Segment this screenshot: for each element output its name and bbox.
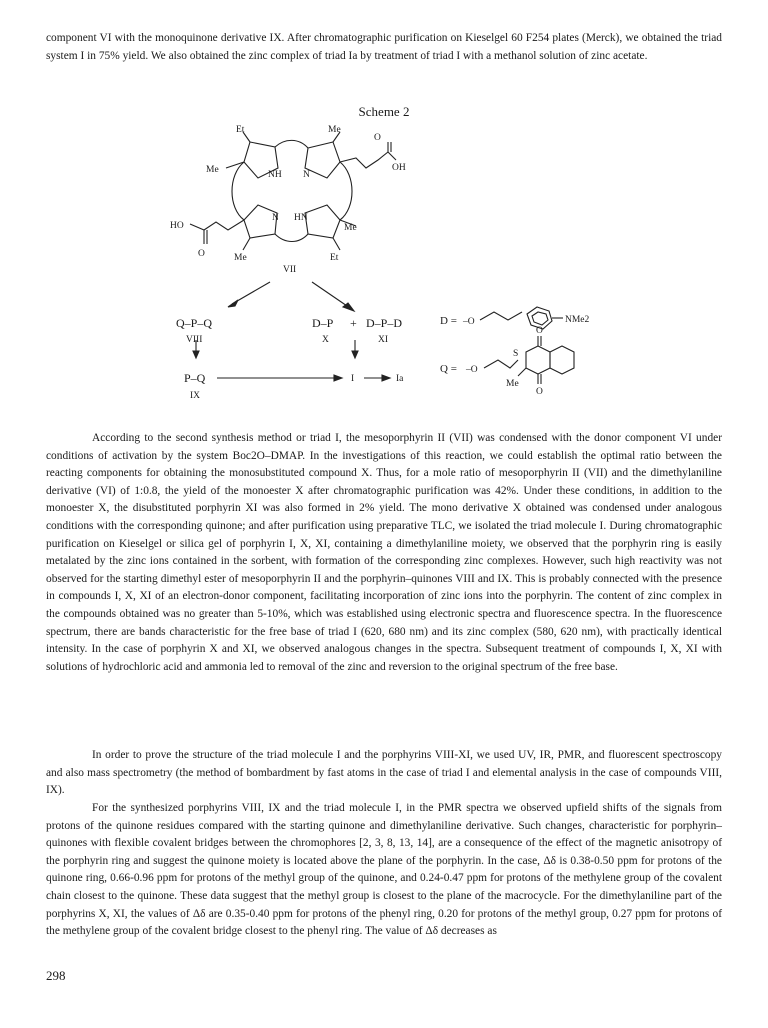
definition-s: S [513,349,519,359]
label-et-bottom: Et [330,253,339,263]
definition-o-top: O [536,326,543,336]
label-hn-bottom: HN [294,213,308,223]
label-oh: OH [392,163,406,173]
label-nh-top: NH [268,170,282,180]
definition-d-oxygen: –O [463,317,475,327]
definition-d-eq: D = [440,315,457,327]
product-x-label: X [322,335,329,345]
product-i-label: I [351,374,355,384]
definition-me: Me [506,379,519,389]
label-me-right: Me [344,223,357,233]
product-plus: + [350,316,357,330]
paragraph-2: According to the second synthesis method or triad I, the mesoporphyrin II (VII) was condensed with the donor component VI under conditions of activation by the system Boc2O–DMAP. In the investigations of this reaction, we could establish the optimal ratio between the reacting components for obtaining the monosubstituted compound X. Thus, for a mole ratio of mesoporphyrin II (VII) and the dimethylaniline derivative (VI) of 1:0.8, the yield of the monoester X after chromatographic purification was 42%. Under these conditions, in addition to the monoester X, the disubstituted porphyrin XI was also formed in 2% yield. The mono derivative X obtained was condensed under analogous conditions with the corresponding quinone; and after purification using preparative TLC, we isolated the triad molecule I. During chromatographic purification on Kieselgel or silica gel of porphyrin I, X, XI, containing a dimethylaniline moiety, we observed that the porphyrin ring is easily metalated by the zinc ions contained in the sorbent, with formation of the corresponding zinc complexes. However, such high reactivity was not observed for the starting dimethyl ester of mesoporphyrin II and the porphyrin–quinones VIII and IX. This is probably connected with the presence in compounds I, X, XI of an electron-donor component, facilitating incorporation of zinc ions into the porphyrin. The content of zinc complex in the compounds obtained was no greater than 5-10%, which was established using electronic spectra and fluorescence spectra. In the fluorescence spectrum, there are bands characteristic for the free base of triad I (620, 680 nm) and its zinc complex (580, 620 nm), with practically identical intensity. In the case of porphyrin X and XI, we observed analogous changes in the spectra. Subsequent treatment of compounds I, X, XI with solutions of hydrochloric acid and ammonia led to removal of the zinc and reversion to the original spectrum of the free base. [46,432,722,673]
product-ix-label: IX [190,391,201,401]
paragraph-1: component VI with the monoquinone derivative IX. After chromatographic purification on Kieselgel 60 F254 plates (Merck), we obtained the triad system I in 75% yield. We also obtained the zinc complex of triad Ia by treatment of triad I with a methanol solution of zinc acetate. [46,32,722,62]
label-me-top: Me [328,125,341,135]
product-xi-label: XI [378,335,389,345]
product-viii-label: VIII [186,335,203,345]
scheme-caption: Scheme 2 [358,104,410,119]
label-et-top: Et [236,125,245,135]
product-qpq: Q–P–Q [176,316,213,330]
label-n-top: N [303,170,310,180]
product-dpd: D–P–D [366,316,403,330]
definition-q-eq: Q = [440,363,457,375]
label-ho: HO [170,221,184,231]
definition-q-oxygen: –O [466,365,478,375]
paragraph-3: In order to prove the structure of the triad molecule I and the porphyrins VIII-XI, we used UV, IR, PMR, and fluorescent spectroscopy and also mass spectrometry (the method of bombardment by fast atoms in the case of triad I and elemental analysis in the case of compounds VIII, IX). [46,749,722,797]
label-o-bottom: O [198,249,205,259]
label-me-bottom: Me [234,253,247,263]
paragraph-4: For the synthesized porphyrins VIII, IX and the triad molecule I, in the PMR spectra we observed upfield shifts of the signals from protons of the quinone residues compared with the starting quinone and dimethylaniline derivative. Such changes, characteristic for porphyrin–quinones with flexible covalent bridges between the chromophores [2, 3, 8, 13, 14], are a consequence of the effect of the magnetic anisotropy of the porphyrin ring and suggest the quinone moiety is located above the plane of the porphyrin. In the case, Δδ is 0.38-0.50 ppm for protons of the quinone ring, 0.66-0.96 ppm for protons of the methyl group of the quinone, and 0.24-0.47 ppm for protons of the methylene group of the covalent chain closest to the quinone. These data suggest that the methyl group is closest to the plane of the macrocycle. For the dimethylaniline part of the porphyrins X, XI, the values of Δδ are 0.35-0.40 ppm for protons of the phenyl ring, 0.20 for protons of the methyl group, 0.27 ppm for protons of the methylene group of the covalent bridge closest to the phenyl ring. The value of Δδ decreases as [46,802,722,938]
label-n-bottom: N [272,213,279,223]
page-number: 298 [46,968,66,983]
scheme-2-figure [0,120,768,420]
product-dp: D–P [312,316,334,330]
product-pq: P–Q [184,371,206,385]
product-ia-label: Ia [396,374,404,384]
label-o-top: O [374,133,381,143]
definition-nme2: NMe2 [565,315,590,325]
compound-vii-label: VII [283,265,297,275]
definition-o-bottom: O [536,387,543,397]
label-me-left: Me [206,165,219,175]
